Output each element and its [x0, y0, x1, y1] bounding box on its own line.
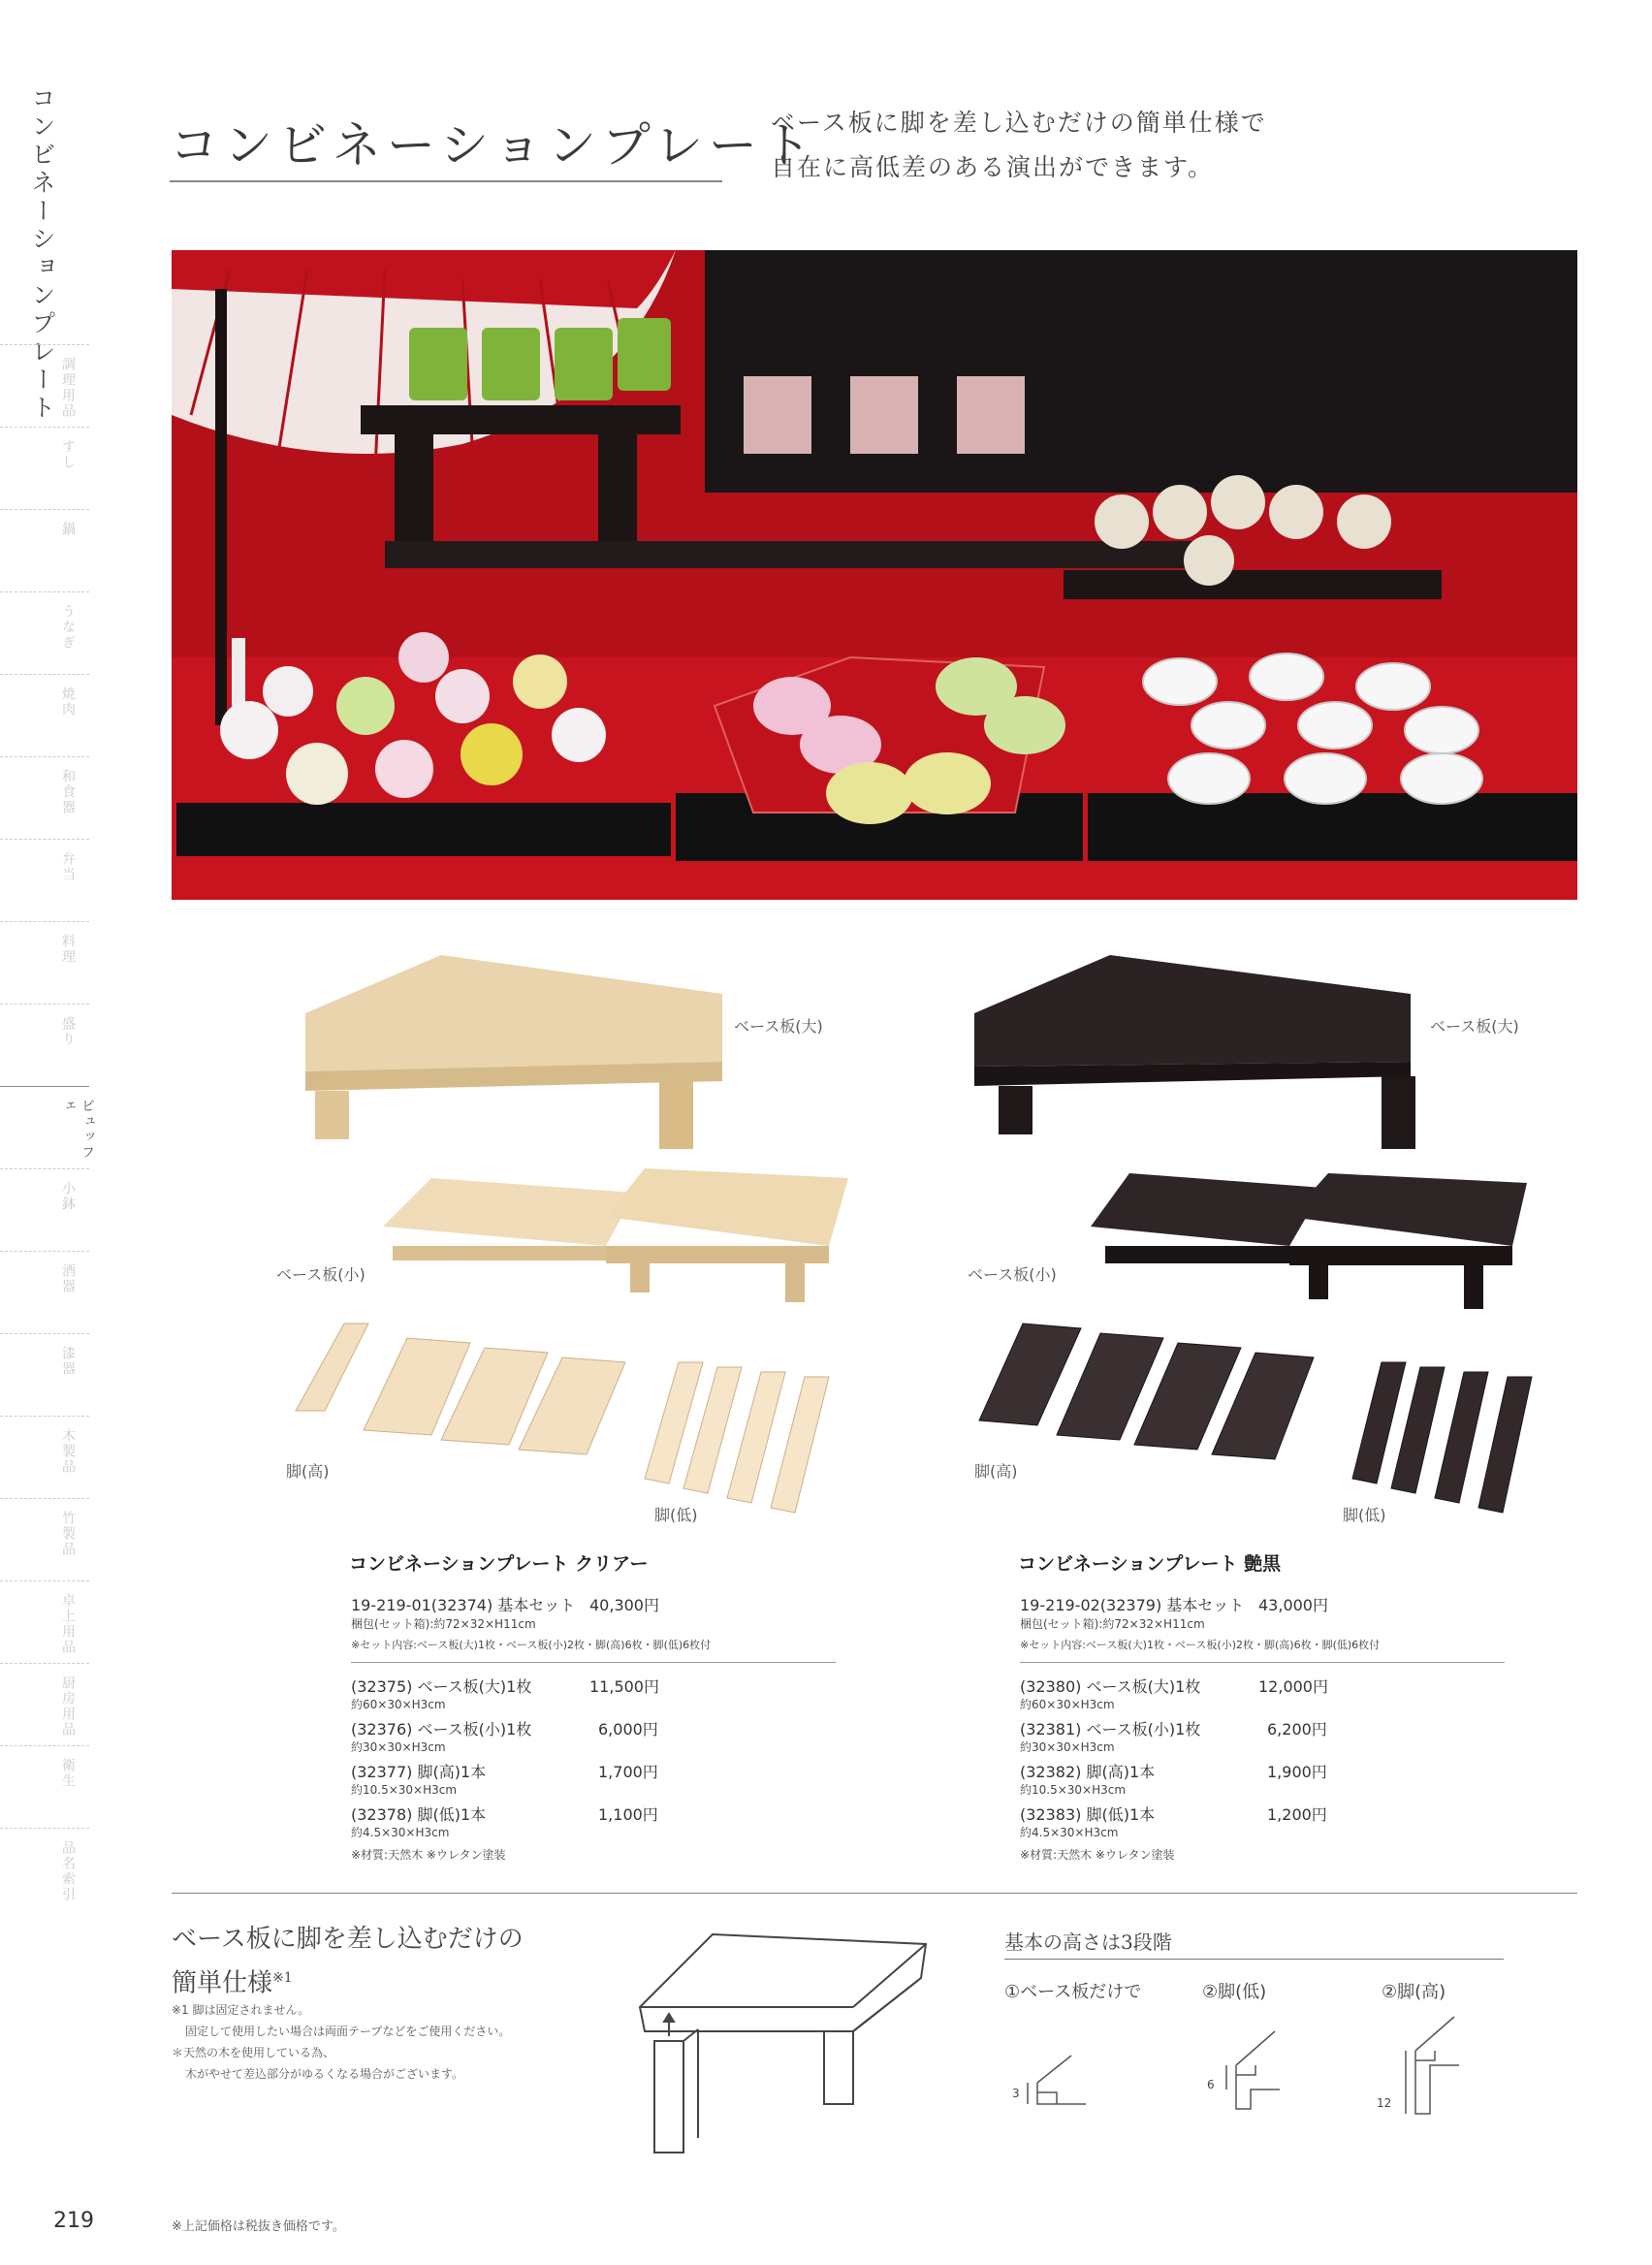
item-size-black: 約4.5×30×H3cm [1020, 1826, 1119, 1839]
tagline-line1: ベース板に脚を差し込むだけの簡単仕様で [771, 109, 1267, 137]
clear-product-illustration [286, 955, 887, 1517]
sidebar-tab-label: 鍋 [60, 522, 76, 537]
sidebar-tab[interactable] [0, 344, 89, 427]
sidebar-tab[interactable] [0, 509, 89, 591]
sidebar-tab-label: すし [60, 439, 76, 470]
assembly-title-sup: ※1 [272, 1970, 293, 1986]
assembly-title-line1: ベース板に脚を差し込むだけの [172, 1925, 524, 1954]
black-product-image [974, 955, 1556, 1517]
sidebar-tab-label: 小鉢 [60, 1181, 76, 1212]
footer-note: ※上記価格は税抜き価格です。 [172, 2219, 345, 2234]
sidebar-tab[interactable] [0, 1580, 89, 1663]
sidebar-tab[interactable] [0, 1168, 89, 1251]
height-value-1: 3 [1012, 2087, 1020, 2100]
set-price-black: 43,000円 [1258, 1596, 1328, 1614]
sidebar-tab-label: 酒器 [60, 1263, 76, 1294]
height-step-3: ②脚(高) [1382, 1982, 1446, 2002]
heights-underline [1004, 1959, 1504, 1960]
sidebar-tab[interactable] [0, 674, 89, 756]
set-price-clear: 40,300円 [589, 1596, 659, 1614]
item-size-black: 約60×30×H3cm [1020, 1698, 1115, 1711]
label-leg-high-clear: 脚(高) [286, 1462, 330, 1481]
section-side-title: コンビネーションプレート [28, 85, 56, 423]
sidebar-tab-label: 品名索引 [60, 1840, 76, 1902]
height-value-2: 6 [1207, 2078, 1215, 2091]
sidebar-tab-label: 弁当 [60, 851, 76, 882]
assembly-title [172, 1920, 524, 2003]
height-diagram-1 [1013, 2017, 1091, 2114]
item-name-black: (32382) 脚(高)1本 [1020, 1763, 1156, 1781]
product-name-black: コンビネーションプレート 艶黒 [1018, 1553, 1282, 1575]
hero-photo [172, 250, 1577, 900]
sidebar-tab[interactable] [0, 839, 89, 921]
item-price-clear: 6,000円 [598, 1720, 658, 1739]
item-name-black: (32380) ベース板(大)1枚 [1020, 1677, 1201, 1696]
set-code-black: 19-219-02(32379) 基本セット [1020, 1596, 1245, 1614]
divider [351, 1662, 836, 1663]
sidebar-tab[interactable] [0, 1745, 89, 1828]
set-contents-clear: ※セット内容:ベース板(大)1枚・ベース板(小)2枚・脚(高)6枚・脚(低)6枚付 [351, 1639, 712, 1651]
item-size-black: 約30×30×H3cm [1020, 1740, 1115, 1754]
item-name-black: (32383) 脚(低)1本 [1020, 1805, 1156, 1824]
item-price-clear: 1,100円 [598, 1805, 658, 1824]
sidebar-tab[interactable] [0, 1663, 89, 1745]
height-diagram-2 [1212, 2017, 1289, 2119]
item-name-clear: (32375) ベース板(大)1枚 [351, 1677, 532, 1696]
item-size-clear: 約30×30×H3cm [351, 1740, 446, 1754]
item-name-clear: (32378) 脚(低)1本 [351, 1805, 487, 1824]
sidebar-tab-label: 焼肉 [60, 686, 76, 718]
section-divider [172, 1893, 1577, 1894]
label-leg-low-clear: 脚(低) [654, 1506, 698, 1524]
label-base-small-black: ベース板(小) [968, 1265, 1057, 1284]
height-step-2: ②脚(低) [1202, 1982, 1267, 2002]
sidebar-tab-label: 木製品 [60, 1428, 76, 1475]
page-number: 219 [53, 2209, 94, 2233]
sidebar-tab[interactable] [0, 1498, 89, 1580]
page-title: コンビネーションプレート [170, 117, 817, 174]
hero-photo-illustration [172, 250, 1577, 900]
item-price-black: 6,200円 [1267, 1720, 1327, 1739]
sidebar-tab-label: 厨房用品 [60, 1675, 76, 1738]
sidebar-tab[interactable] [0, 756, 89, 839]
assembly-note: ＊天然の木を使用している為、 [172, 2046, 335, 2059]
sidebar-tab[interactable] [0, 591, 89, 674]
label-base-large-black: ベース板(大) [1430, 1017, 1519, 1036]
clear-product-image [286, 955, 887, 1517]
label-base-small-clear: ベース板(小) [276, 1265, 365, 1284]
label-base-large-clear: ベース板(大) [734, 1017, 823, 1036]
item-size-clear: 約10.5×30×H3cm [351, 1783, 458, 1797]
heights-title: 基本の高さは3段階 [1004, 1930, 1172, 1954]
sidebar-tabs [0, 344, 95, 1910]
item-size-clear: 約60×30×H3cm [351, 1698, 446, 1711]
sidebar-tab-label: 和食器 [60, 769, 76, 815]
label-leg-low-black: 脚(低) [1343, 1506, 1386, 1524]
sidebar-tab-label: うなぎ [60, 604, 76, 651]
assembly-notes [172, 1999, 510, 2085]
assembly-diagram [635, 1925, 936, 2157]
assembly-title-line2: 簡単仕様 [172, 1968, 273, 1998]
sidebar-tab-active[interactable] [0, 1086, 95, 1168]
tagline [771, 101, 1267, 190]
divider [1020, 1662, 1505, 1663]
sidebar-tab-label: 漆器 [60, 1346, 76, 1377]
sidebar-tab-label: ビュッフェ [60, 1099, 95, 1161]
assembly-note: 木がやせて差込部分がゆるくなる場合がございます。 [185, 2067, 464, 2081]
set-code-clear: 19-219-01(32374) 基本セット [351, 1596, 576, 1614]
sidebar-tab[interactable] [0, 921, 89, 1004]
material-clear: ※材質:天然木 ※ウレタン塗装 [351, 1848, 506, 1862]
set-pack-clear: 梱包(セット箱):約72×32×H11cm [351, 1617, 536, 1631]
sidebar-tab[interactable] [0, 1251, 89, 1333]
item-size-clear: 約4.5×30×H3cm [351, 1826, 450, 1839]
item-price-black: 1,200円 [1267, 1805, 1327, 1824]
set-contents-black: ※セット内容:ベース板(大)1枚・ベース板(小)2枚・脚(高)6枚・脚(低)6枚付 [1020, 1639, 1381, 1651]
height-diagram-2-illustration [1212, 2017, 1289, 2119]
sidebar-tab-label: 料理 [60, 934, 76, 965]
sidebar-tab[interactable] [0, 1004, 89, 1086]
product-name-clear: コンビネーションプレート クリアー [349, 1553, 649, 1575]
label-leg-high-black: 脚(高) [974, 1462, 1018, 1481]
set-pack-black: 梱包(セット箱):約72×32×H11cm [1020, 1617, 1205, 1631]
item-name-clear: (32377) 脚(高)1本 [351, 1763, 487, 1781]
sidebar-tab-label: 竹製品 [60, 1511, 76, 1557]
sidebar-tab-label: 卓上用品 [60, 1593, 76, 1655]
assembly-note: ※1 脚は固定されません。 [172, 2003, 310, 2017]
item-price-black: 12,000円 [1258, 1677, 1328, 1696]
tagline-line2: 自在に高低差のある演出ができます。 [771, 153, 1215, 181]
sidebar-tab[interactable] [0, 1333, 89, 1416]
height-step-1: ①ベース板だけで [1004, 1982, 1142, 2002]
black-product-illustration [974, 955, 1556, 1517]
height-diagram-3-illustration [1391, 2012, 1469, 2119]
item-name-clear: (32376) ベース板(小)1枚 [351, 1720, 532, 1739]
sidebar-tab[interactable] [0, 1416, 89, 1498]
sidebar-tab-label: 衛生 [60, 1758, 76, 1789]
assembly-diagram-illustration [635, 1925, 936, 2157]
title-underline [170, 180, 722, 182]
item-size-black: 約10.5×30×H3cm [1020, 1783, 1127, 1797]
item-price-black: 1,900円 [1267, 1763, 1327, 1781]
assembly-note: 固定して使用したい場合は両面テープなどをご使用ください。 [185, 2025, 511, 2038]
height-value-3: 12 [1377, 2096, 1392, 2110]
item-name-black: (32381) ベース板(小)1枚 [1020, 1720, 1201, 1739]
height-diagram-3 [1391, 2012, 1469, 2119]
item-price-clear: 11,500円 [589, 1677, 659, 1696]
item-price-clear: 1,700円 [598, 1763, 658, 1781]
sidebar-tab-label: 盛り [60, 1016, 76, 1047]
sidebar-tab-label: 調理用品 [60, 357, 76, 419]
material-black: ※材質:天然木 ※ウレタン塗装 [1020, 1848, 1175, 1862]
sidebar-tab[interactable] [0, 1828, 89, 1910]
sidebar-tab[interactable] [0, 427, 89, 509]
height-diagram-1-illustration [1013, 2017, 1091, 2114]
